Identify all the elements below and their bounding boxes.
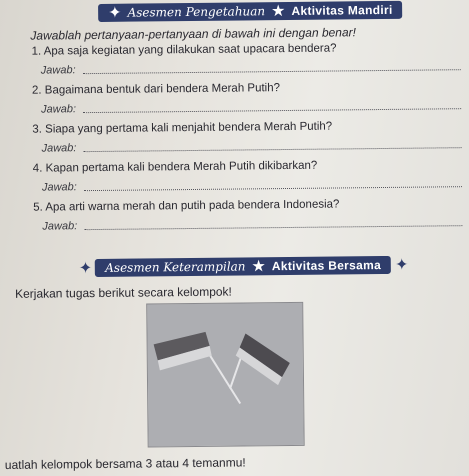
banner-title-left: Asesmen Pengetahuan	[127, 4, 266, 20]
question-4: 4. Kapan pertama kali bendera Merah Putih dikibarkan?	[32, 159, 318, 175]
answer-line-1[interactable]	[83, 69, 461, 74]
banner-title-left: Asesmen Keterampilan	[105, 259, 246, 275]
star-icon: ★	[271, 1, 286, 21]
question-2: 2. Bagaimana bentuk dari bendera Merah Putih?	[31, 82, 281, 97]
answer-line-2[interactable]	[83, 108, 461, 113]
answer-line-5[interactable]	[84, 225, 462, 230]
answer-line-3[interactable]	[84, 147, 462, 152]
instruction-text: Jawablah pertanyaan-pertanyaan di bawah ini dengan benar!	[30, 25, 357, 43]
star-icon: ✦	[394, 254, 409, 274]
flag-illustration	[147, 303, 303, 447]
question-1: 1. Apa saja kegiatan yang dilakukan saat upacara bendera?	[31, 42, 337, 58]
flag-photo	[146, 302, 304, 448]
banner-asesmen-pengetahuan	[98, 0, 403, 24]
group-instruction-line: uatlah kelompok bersama 3 atau 4 temanmu!	[4, 455, 246, 472]
banner-title-right: Aktivitas Bersama	[271, 258, 382, 274]
question-3: 3. Siapa yang pertama kali menjahit bendera Merah Putih?	[32, 120, 333, 136]
answer-label-3: Jawab:	[41, 142, 77, 155]
answer-label-4: Jawab:	[41, 181, 77, 194]
banner-ribbon	[95, 256, 391, 277]
answer-line-4[interactable]	[84, 186, 462, 191]
answer-label-1: Jawab:	[40, 64, 76, 77]
banner-title-right: Aktivitas Mandiri	[291, 2, 393, 18]
banner-asesmen-keterampilan	[79, 254, 409, 279]
star-icon: ★	[251, 256, 266, 276]
banner-ribbon	[98, 1, 403, 22]
answer-label-2: Jawab:	[41, 103, 77, 116]
star-icon: ✦	[108, 2, 122, 22]
star-icon: ✦	[78, 258, 93, 278]
instruction-group-text: Kerjakan tugas berikut secara kelompok!	[15, 284, 232, 301]
question-5: 5. Apa arti warna merah dan putih pada bendera Indonesia?	[33, 198, 340, 214]
answer-label-5: Jawab:	[42, 220, 78, 233]
